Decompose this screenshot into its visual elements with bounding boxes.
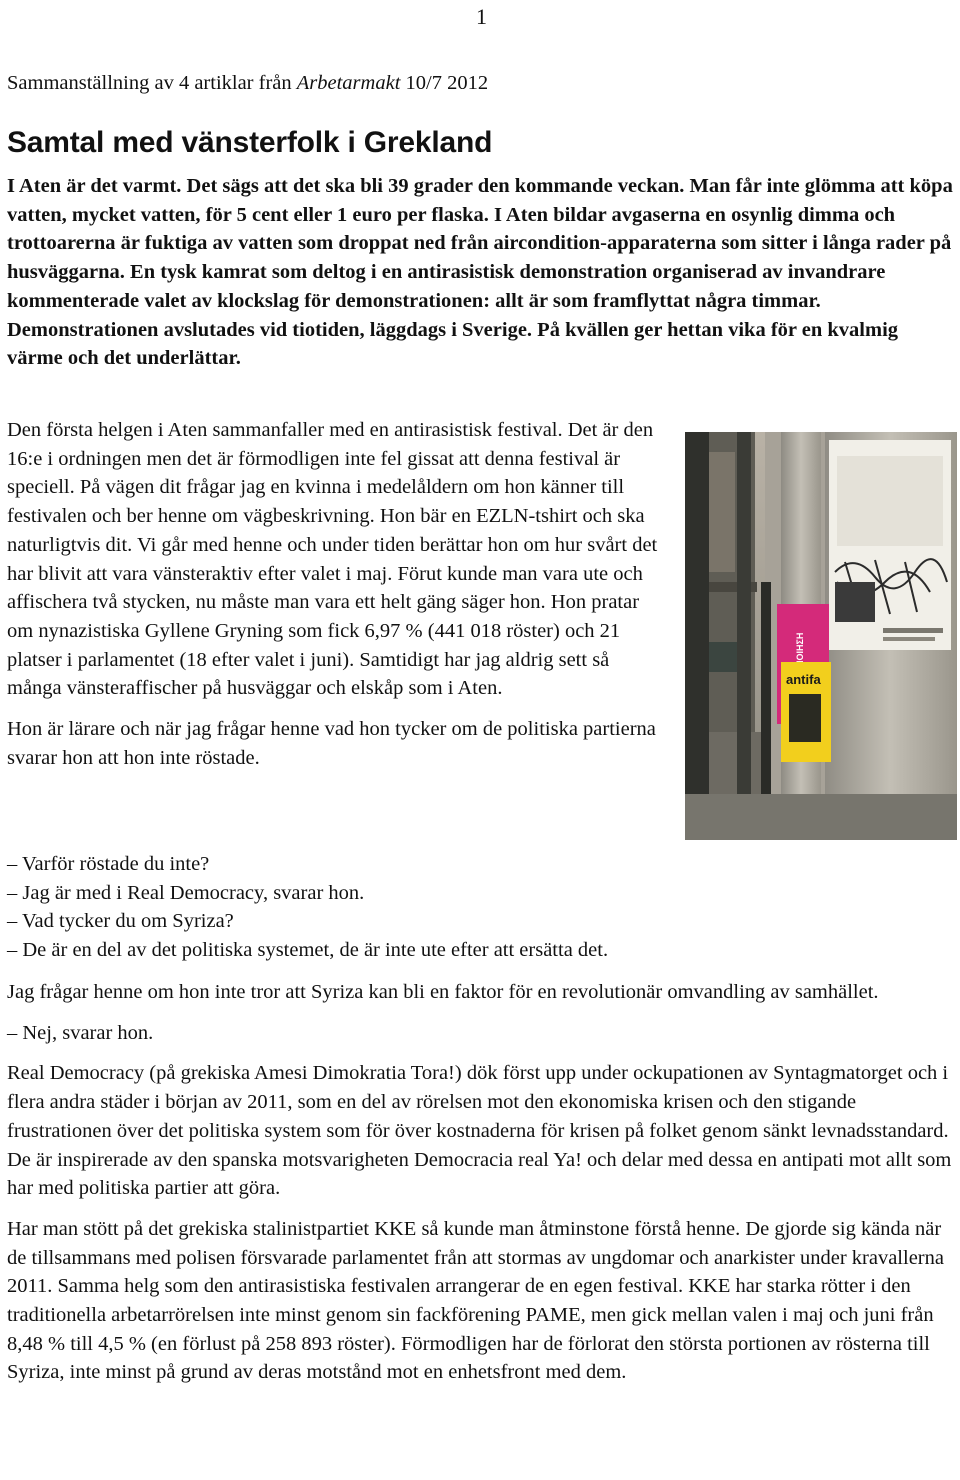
paragraph-teacher: Hon är lärare och när jag frågar henne vad hon tycker om de politiska partierna svarar hon att hon inte röstade. [7,718,656,769]
dialogue-line: – De är en del av det politiska systemet, de är inte ute efter att ersätta det. [7,939,609,962]
body-full-width [7,978,955,1387]
yellow-poster-text: antifa [786,672,821,687]
intro-prefix: Sammanställning av 4 artiklar från [7,72,297,94]
dialogue-line: – Varför röstade du inte? [7,853,210,875]
intro-source: Arbetarmakt [296,72,401,94]
photo-image [685,432,957,840]
article-title: Samtal med vänsterfolk i Grekland [7,126,493,159]
paragraph-festival: Den första helgen i Aten sammanfaller med en antirasistisk festival. Det är den 16:e i ordningen men det är förmodligen inte fel gissat att denna festival är speciell. På vägen dit frågar jag en kvinna i medelåldern om hon känner till festivalen och ber henne om vägbeskrivning. Hon bär en EZLN-tshirt och ska naturligtvis dit. Vi går med henne och under tiden berättar hon om hur svårt det har blivit att vara vänsteraktiv efter valet i maj. Förut kunde man vara ute och affischera två stycken, nu måste man vara ett helt gäng säger hon. Hon pratar om nynazistiska Gyllene Gryning som fick 6,97 % (441 018 röster) och 21 platser i parlamentet (18 efter valet i juni). Samtidigt har jag aldrig sett så många vänsteraffischer på husväggar och elskåp som i Aten. [7,419,658,700]
paragraph-syriza-question: Jag frågar henne om hon inte tror att Syriza kan bli en faktor för en revolutionär omvandling av samhället. [7,981,879,1003]
street-pole-photo [685,432,957,840]
dialogue-line: – Vad tycker du om Syriza? [7,910,234,933]
page-number: 1 [476,4,487,29]
compilation-intro [7,72,488,95]
dialogue-line: – Jag är med i Real Democracy, svarar hon. [7,881,365,904]
intro-date: 10/7 2012 [400,72,489,94]
paragraph-kke: Har man stött på det grekiska stalinistpartiet KKE så kunde man åtminstone förstå henne. De gjorde sig kända när de tillsammans med polisen försvarade parlamentet från att stormas av ungdomar och anarkister under kravallerna 2011. Samma helg som den antirasistiska festivalen arrangerar de en egen festival. KKE har starka rötter i den traditionella arbetarrörelsen inte minst genom sin fackförening PAME, men gick mellan valen i maj och juni från 8,48 % till 4,5 % (en förlust på 258 893 röster). Förmodligen har de förlorat den största portionen av rösterna till Syriza, inte minst på grund av deras motstånd mot en enhetsfront med dem. [7,1217,944,1384]
text-column [7,416,667,784]
paragraph-real-democracy: Real Democracy (på grekiska Amesi Dimokratia Tora!) dök först upp under ockupationen av Syntagmatorget och i flera andra städer i början av 2011, som en del av rörelsen mot den ekonomiska krisen och den stigande frustrationen över det politiska system som för över kostnaderna för krisen på folket genom sänkt levnadsstandard. De är inspirerade av den spanska motsvarigheten Democracia real Ya! och delar med dessa en antipati mot allt som har med politiska partier att göra. [7,1062,952,1200]
paragraph-answer: – Nej, svarar hon. [7,1021,154,1044]
dialogue-block [7,850,955,965]
article-lead: I Aten är det varmt. Det sägs att det ska bli 39 grader den kommande veckan. Man får inte glömma att köpa vatten, mycket vatten, för 5 cent eller 1 euro per flaska. I Aten bildar avgaserna en osynlig dimma och trottoarerna är fuktiga av vatten som droppat ned från aircondition-apparaterna som sitter i långa rader på husväggarna. En tysk kamrat som deltog i en antirasistisk demonstration organiserad av invandrare kommenterade valet av klockslag för demonstrationen: allt är som framflyttat några timmar. Demonstrationen avslutades vid tiotiden, läggdags i Sverige. På kvällen ger hettan vika för en kvalmig värme och det underlättar. [7,175,953,370]
